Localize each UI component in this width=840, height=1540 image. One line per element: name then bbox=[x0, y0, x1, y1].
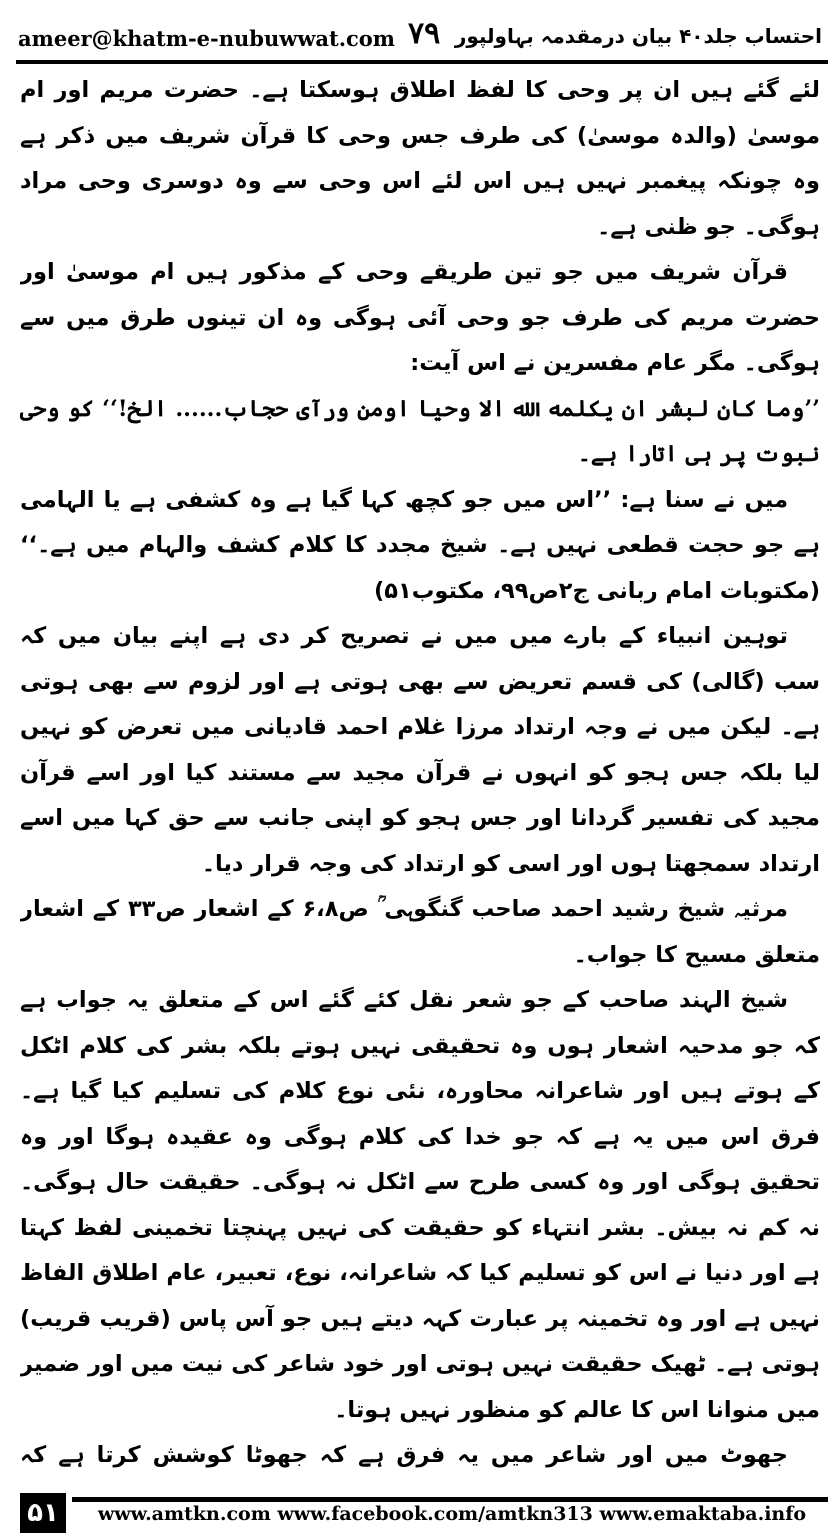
header-divider bbox=[16, 60, 828, 64]
footer-links: www.amtkn.com www.facebook.com/amtkn313 www.emaktaba.info bbox=[97, 1503, 807, 1525]
header-page-number: ۷۹ bbox=[408, 16, 441, 51]
footer-page-number: ۵۱ bbox=[20, 1493, 66, 1533]
paragraph: مرثیہ شیخ رشید احمد صاحب گنگوہی ؒ ص۶،۸ کے اشعار ص۳۳ کے اشعار متعلق مسیح کا جواب۔ bbox=[20, 896, 820, 968]
paragraph: جھوٹ میں اور شاعر میں یہ فرق ہے کہ جھوٹا کوشش کرتا ہے کہ bbox=[20, 1442, 788, 1468]
quran-verse-paragraph: ’’وما کان لبشر ان یکلمه الله الا وحیا اومن ورآی حجاب...... الخ!‘‘ کو وحی نبوت پر ہی اتارا ہے۔ bbox=[20, 395, 820, 467]
paragraph: میں نے سنا ہے: ’’اس میں جو کچھ کہا گیا ہے وہ کشفی ہے یا الہامی ہے جو حجت قطعی نہیں ہے۔ شیخ مجدد کا کلام کشف والہام میں ہے۔‘‘ (مکتوبات امام ربانی ج۲ص۹۹، مکتوب۵۱) bbox=[20, 486, 820, 604]
header-email: ameer@khatm-e-nubuwwat.com bbox=[18, 26, 396, 51]
body-text bbox=[20, 68, 820, 1483]
page-header bbox=[16, 10, 824, 54]
header-title: احتساب جلد۴۰ بیان درمقدمہ بہاولپور bbox=[454, 24, 822, 48]
paragraph: قرآن شریف میں جو تین طریقے وحی کے مذکور ہیں ام موسیٰ اور حضرت مریم کی طرف جو وحی آئی ہوگی وہ ان تینوں طرق میں سے ہوگی۔ مگر عام مفسرین نے اس آیت: bbox=[20, 259, 820, 376]
paragraph: لئے گئے ہیں ان پر وحی کا لفظ اطلاق ہوسکتا ہے۔ حضرت مریم اور ام موسیٰ (والدہ موسیٰ) کی طرف جس وحی کا قرآن شریف میں ذکر ہے وہ چونکہ پیغمبر نہیں ہیں اس لئے اس وحی سے وہ دوسری وحی مراد ہوگی۔ جو ظنی ہے۔ bbox=[20, 77, 820, 240]
paragraph: شیخ الہند صاحب کے جو شعر نقل کئے گئے اس کے متعلق یہ جواب ہے کہ جو مدحیہ اشعار ہوں وہ تحقیقی نہیں ہوتے بلکہ بشر کی کلام اٹکل کے ہوتے ہیں اور شاعرانہ محاورہ، نئی نوع کلام کی تسلیم کیا گیا ہے۔ فرق اس میں یہ ہے کہ جو خدا کی کلام ہوگی وہ عقیدہ ہوگا اور وہ تحقیق ہوگی اور وہ کسی طرح سے اٹکل نہ ہوگی۔ حقیقت حال ہوگی۔ نہ کم نہ بیش۔ بشر انتہاء کو حقیقت کی نہیں پہنچتا تخمینی لفظ کہتا ہے اور دنیا نے اس کو تسلیم کیا کہ شاعرانہ، نوع، تعبیر، عام اطلاق الفاظ نہیں ہے اور وہ تخمینہ پر عبارت کہہ دیتے ہیں جو آس پاس (قریب قریب) ہوتی ہے۔ ٹھیک حقیقت نہیں ہوتی اور خود شاعر کی نیت میں اور ضمیر میں منوانا اس کا عالم کو منظور نہیں ہوتا۔ bbox=[20, 987, 820, 1423]
footer-divider bbox=[72, 1497, 828, 1502]
paragraph: توہین انبیاء کے بارے میں میں نے تصریح کر دی ہے اپنے بیان میں کہ سب (گالی) کی قسم تعریض سے بھی ہوتی ہے اور لزوم سے بھی ہوتی ہے۔ لیکن میں نے وجہ ارتداد مرزا غلام احمد قادیانی میں تعرض کو نہیں لیا بلکہ جس ہجو کو انہوں نے قرآن مجید سے مستند کیا اور اسے قرآن مجید کی تفسیر گردانا اور جس ہجو کو اپنی جانب سے حق کہا میں اسے ارتداد سمجھتا ہوں اور اسی کو ارتداد کی وجہ قرار دیا۔ bbox=[20, 623, 820, 877]
page-footer bbox=[16, 1493, 828, 1533]
